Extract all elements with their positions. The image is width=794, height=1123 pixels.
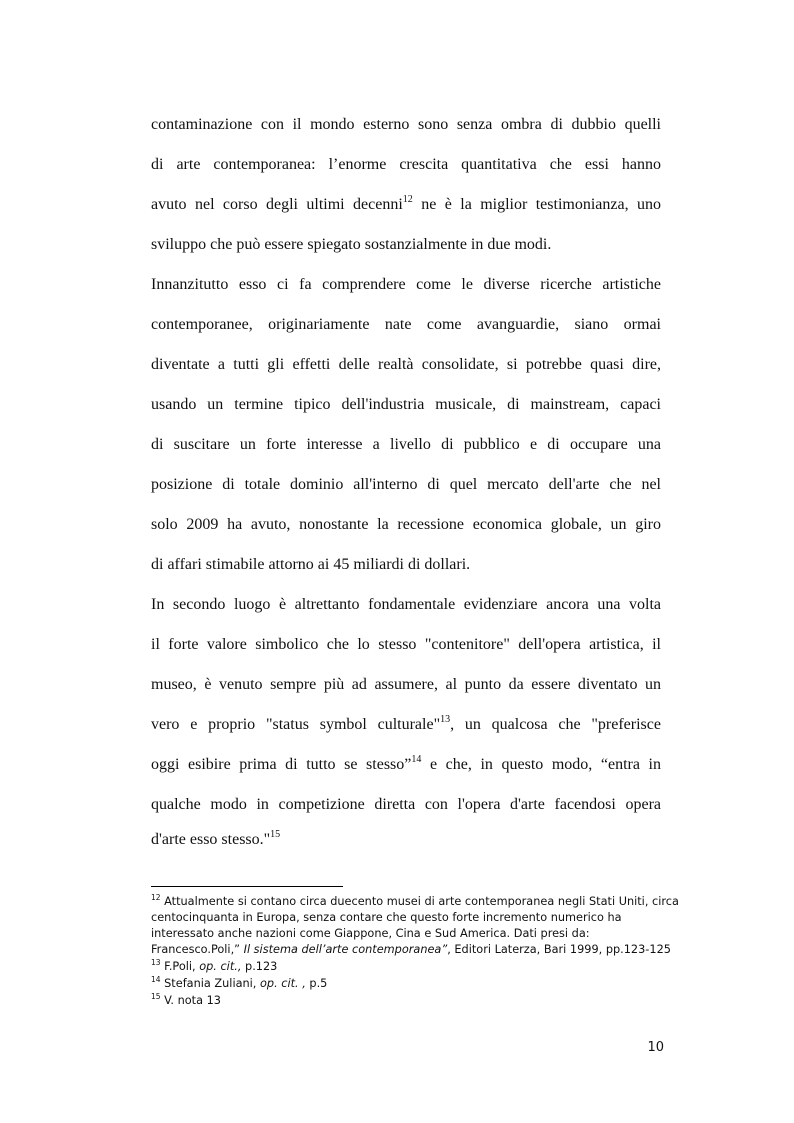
body-line-18: qualche modo in competizione diretta con l'opera d'arte facendosi opera — [151, 796, 661, 813]
body-line-17-start: oggi esibire prima di tutto se stesso” — [151, 756, 412, 773]
footnote-ref-13[interactable]: 13 — [440, 714, 451, 725]
body-line-8: usando un termine tipico dell'industria musicale, di mainstream, capaci — [151, 396, 661, 413]
body-line-16 — [151, 715, 661, 735]
body-line-2: di arte contemporanea: l’enorme crescita quantitativa che essi hanno — [151, 156, 661, 173]
body-line-16-end: , un qualcosa che "preferisce — [450, 716, 661, 733]
footnote-ref-14[interactable]: 14 — [411, 754, 422, 765]
footnote-12-text-1: Attualmente si contano circa duecento musei di arte contemporanea negli Stati Uniti, circa — [160, 895, 679, 908]
body-line-19-text: d'arte esso stesso." — [151, 831, 271, 848]
footnote-separator — [151, 886, 343, 887]
body-line-13: In secondo luogo è altrettanto fondamentale evidenziare ancora una volta — [151, 596, 661, 613]
footnote-14-page: p.5 — [305, 977, 328, 990]
footnote-13-number: 13 — [151, 958, 161, 967]
body-line-1: contaminazione con il mondo esterno sono senza ombra di dubbio quelli — [151, 116, 661, 133]
footnote-ref-15[interactable]: 15 — [270, 829, 281, 840]
body-line-7: diventate a tutti gli effetti delle realtà consolidate, si potrebbe quasi dire, — [151, 356, 661, 373]
body-line-15: museo, è venuto sempre più ad assumere, al punto da essere diventato un — [151, 676, 661, 693]
body-line-3-end: ne è la miglior testimonianza, uno — [412, 196, 662, 213]
footnote-12-author: Francesco.Poli,” — [151, 943, 244, 956]
body-line-17-end: e che, in questo modo, “entra in — [421, 756, 661, 773]
body-line-10: posizione di totale dominio all'interno di quel mercato dell'arte che nel — [151, 476, 661, 493]
footnote-15-number: 15 — [151, 992, 161, 1001]
footnote-15-text: V. nota 13 — [160, 994, 221, 1007]
footnote-12-line-2: centocinquanta in Europa, senza contare che questo forte incremento numerico ha — [151, 911, 622, 924]
body-line-14: il forte valore simbolico che lo stesso "contenitore" dell'opera artistica, il — [151, 636, 661, 653]
body-line-17 — [151, 755, 661, 775]
footnote-13 — [151, 959, 671, 975]
footnote-13-author: F.Poli, — [160, 960, 200, 973]
body-line-19 — [151, 830, 661, 850]
body-line-9: di suscitare un forte interesse a livello di pubblico e di occupare una — [151, 436, 661, 453]
footnote-12-title: Il sistema dell’arte contemporanea” — [243, 943, 448, 956]
body-line-11: solo 2009 ha avuto, nonostante la recessione economica globale, un giro — [151, 516, 661, 533]
body-line-3 — [151, 195, 661, 215]
footnote-14-citation: op. cit. , — [259, 977, 306, 990]
footnote-14-author: Stefania Zuliani, — [160, 977, 260, 990]
footnote-15 — [151, 993, 671, 1009]
body-line-4: sviluppo che può essere spiegato sostanzialmente in due modi. — [151, 236, 552, 253]
body-line-12: di affari stimabile attorno ai 45 miliardi di dollari. — [151, 556, 471, 573]
footnote-14 — [151, 976, 671, 992]
footnote-14-number: 14 — [151, 975, 161, 984]
body-line-16-start: vero e proprio "status symbol culturale" — [151, 716, 441, 733]
footnote-12-line-3: interessato anche nazioni come Giappone, Cina e Sud America. Dati presi da: — [151, 927, 590, 940]
body-line-3-start: avuto nel corso degli ultimi decenni — [151, 196, 403, 213]
footnote-ref-12[interactable]: 12 — [402, 194, 413, 205]
body-line-6: contemporanee, originariamente nate come avanguardie, siano ormai — [151, 316, 661, 333]
footnote-12-number: 12 — [151, 893, 161, 902]
footnote-12-publisher: , Editori Laterza, Bari 1999, pp.123-125 — [447, 943, 671, 956]
footnote-13-citation: op. cit., — [199, 960, 242, 973]
page-number: 10 — [647, 1040, 664, 1055]
footnote-12-line-4 — [151, 942, 671, 958]
footnote-12-line-1 — [151, 893, 679, 910]
body-line-5: Innanzitutto esso ci fa comprendere come le diverse ricerche artistiche — [151, 276, 661, 293]
footnote-13-page: p.123 — [241, 960, 278, 973]
